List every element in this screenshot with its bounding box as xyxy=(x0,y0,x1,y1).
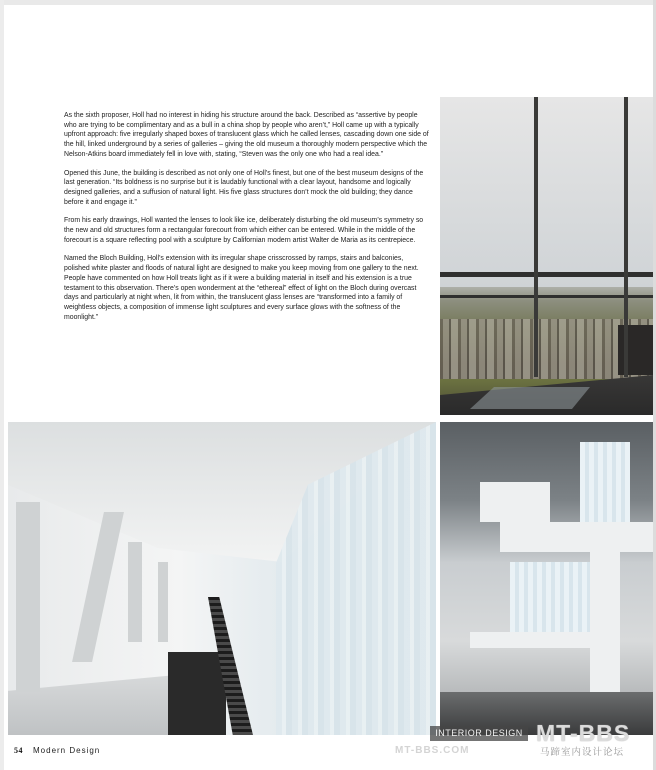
photo-column xyxy=(158,562,168,642)
publication-title: Modern Design xyxy=(33,746,101,755)
photo-glass-pavilion-exterior-view xyxy=(440,97,653,415)
photo-column xyxy=(72,512,124,662)
photo-window-mullion xyxy=(534,97,538,377)
watermark-url: MT-BBS.COM xyxy=(395,745,470,756)
photo-stair-atrium xyxy=(8,422,436,735)
article-paragraph-3: From his early drawings, Holl wanted the lenses to look like ice, deliberately disturbing the old museum’s symmetry so the new and old structures form a rectangular forecourt from which either can be entered. While in the middle of the forecourt is a square reflecting pool with a sculpture by Californian modern artist Walter de Maria as its centrepiece. xyxy=(64,217,424,244)
photo-balcony xyxy=(500,522,653,552)
photo-beam xyxy=(470,632,590,648)
article-paragraph-1: As the sixth proposer, Holl had no interest in hiding his structure around the back. Described as “assertive by people who are trying to be complimentary and as a bull in a china shop by people who aren’t,” Holl came up with a typically upfront approach: five irregularly shaped boxes of translucent glass which he called lenses, cascading down one side of the hill, linked underground by a series of galleries – giving the old museum a thoroughly modern perspective which the Nelson-Atkins board immediately fell in love with, stating, “Steven was the only one who had a real idea.” xyxy=(64,112,429,158)
photo-column xyxy=(16,502,40,692)
page-number: 54 xyxy=(14,746,23,755)
photo-window-mullion xyxy=(624,97,628,377)
photo-sky xyxy=(440,97,653,287)
page-edge-top xyxy=(0,0,656,5)
article-paragraph-2: Opened this June, the building is described as not only one of Holl’s finest, but one of the best museum designs of the last generation. “Its boldness is no surprise but it is laudably functional with a clear layout, handsome and logically designed galleries, and a suffusion of natural light. His five glass structures don’t mock the old building; they dance before it and engage it.” xyxy=(64,169,424,206)
photo-balcony xyxy=(480,482,550,522)
photo-column xyxy=(128,542,142,642)
watermark-badge: INTERIOR DESIGN xyxy=(430,726,528,741)
photo-gallery-atrium xyxy=(440,422,653,735)
photo-window-beam xyxy=(440,295,653,298)
watermark-brand: MT-BBS xyxy=(536,720,631,746)
photo-dark-landing xyxy=(168,652,226,735)
photo-glass-panel xyxy=(510,562,590,632)
article-body xyxy=(64,111,430,331)
watermark-chinese: 马蹄室内设计论坛 xyxy=(540,747,625,758)
photo-window-beam xyxy=(440,272,653,277)
article-paragraph-4: Named the Bloch Building, Holl’s extension with its irregular shape crisscrossed by ramps, stairs and balconies, polished white plaster and floods of natural light are designed to make you keep moving from one gallery to the next. People have commented on how Holl treats light as if it were a building material in itself and his extension is a true testament to this observation. There’s open wonderment at the “ethereal” effect of light on the Bloch during overcast days and particularly at night when, lit from within, the translucent glass lenses are “transformed into a family of weightless objects, a composition of immense light sculptures and every surface glows with the softness of the moonlight.” xyxy=(64,255,419,321)
photo-column xyxy=(590,552,620,702)
page-edge-left xyxy=(0,0,4,770)
